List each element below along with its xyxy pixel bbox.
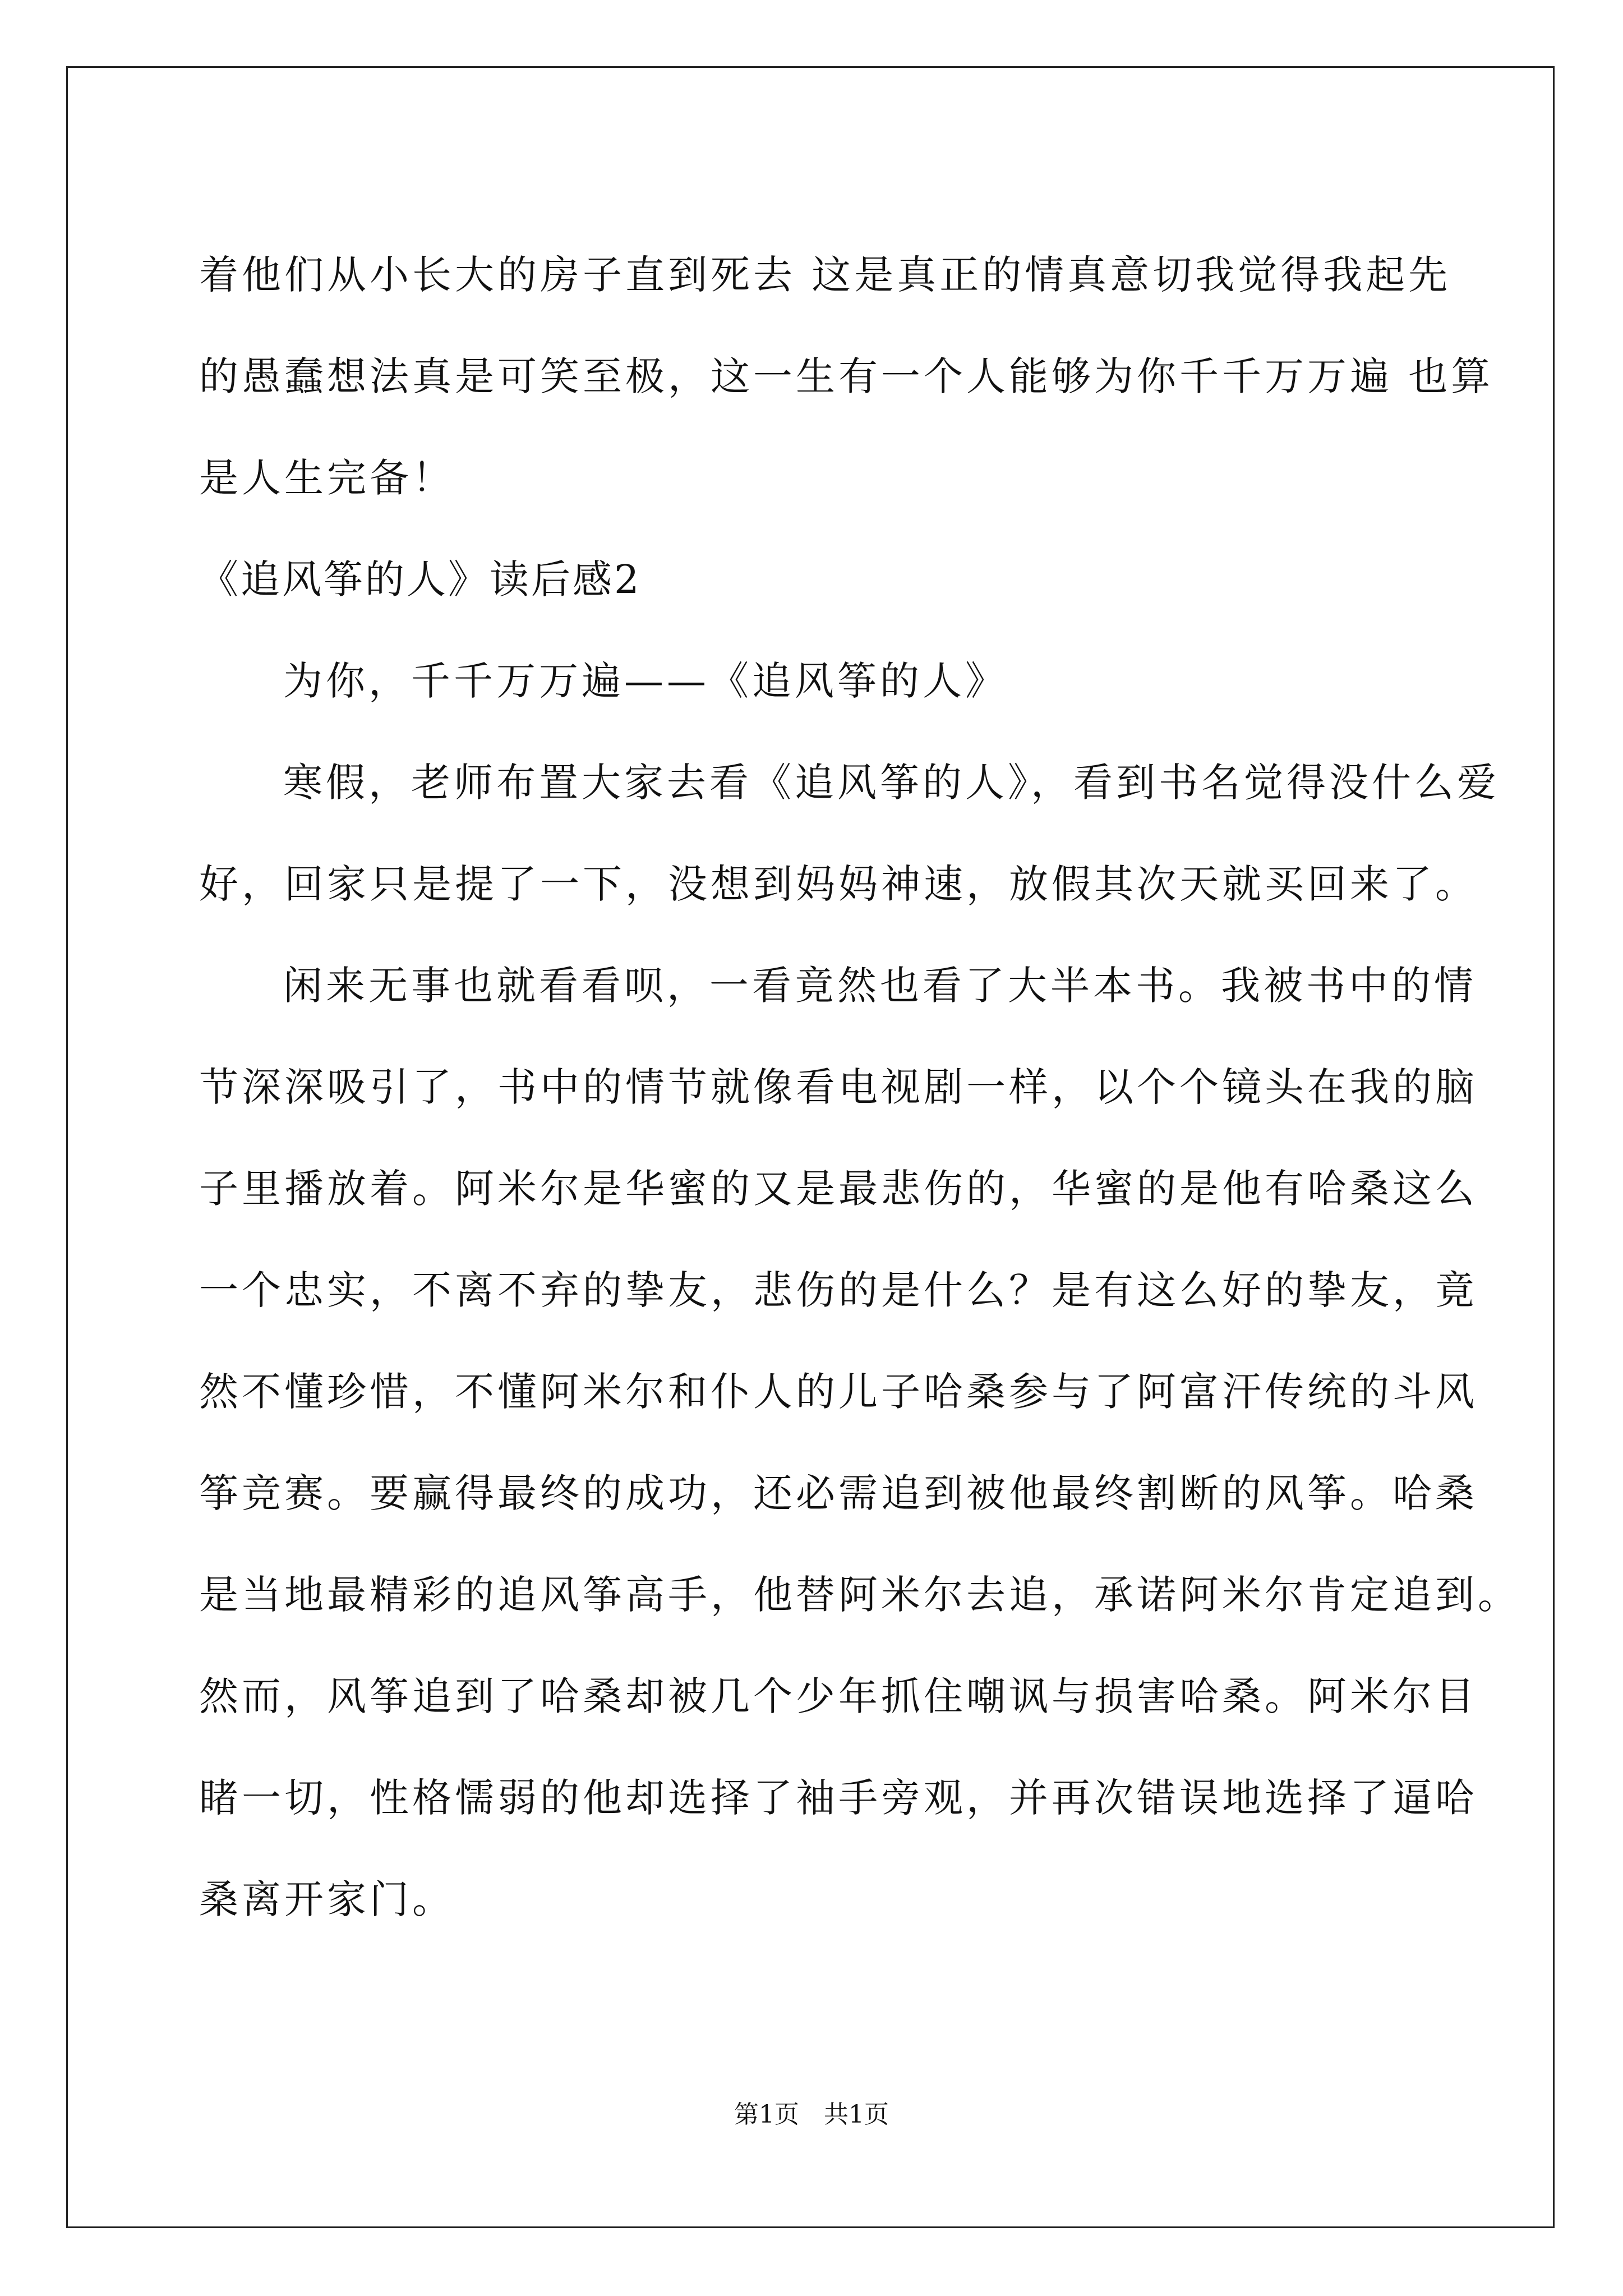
text-line: 是人生完备！ (199, 455, 455, 501)
text-line: 筝竞赛。要赢得最终的成功，还必需追到被他最终割断的风筝。哈桑 (199, 1470, 1478, 1516)
text-line: 然而，风筝追到了哈桑却被几个少年抓住嘲讽与损害哈桑。阿米尔目 (199, 1673, 1478, 1719)
section-heading: 《追风筝的人》读后感2 (199, 556, 642, 602)
text-line: 桑离开家门。 (199, 1876, 455, 1922)
text-line: 一个忠实，不离不弃的挚友，悲伤的是什么？是有这么好的挚友，竟 (199, 1267, 1478, 1313)
page-footer: 第1页 共1页 (734, 2100, 889, 2129)
text-line: 的愚蠢想法真是可笑至极，这一生有一个人能够为你千千万万遍 也算 (199, 353, 1494, 399)
text-line: 然不懂珍惜，不懂阿米尔和仆人的儿子哈桑参与了阿富汗传统的斗风 (199, 1369, 1478, 1415)
text-line: 是当地最精彩的追风筝高手，他替阿米尔去追，承诺阿米尔肯定追到。 (199, 1572, 1520, 1618)
subtitle-line: 为你，千千万万遍——《追风筝的人》 (283, 658, 1008, 704)
text-line: 好，回家只是提了一下，没想到妈妈神速，放假其次天就买回来了。 (199, 861, 1478, 907)
paragraph-start-line: 闲来无事也就看看呗，一看竟然也看了大半本书。我被书中的情 (283, 963, 1477, 1009)
text-line: 节深深吸引了，书中的情节就像看电视剧一样，以个个镜头在我的脑 (199, 1064, 1478, 1110)
text-line: 着他们从小长大的房子直到死去 这是真正的情真意切我觉得我起先 (199, 252, 1451, 298)
document-body (199, 224, 1520, 1950)
text-line: 睹一切，性格懦弱的他却选择了袖手旁观，并再次错误地选择了逼哈 (199, 1775, 1478, 1821)
text-line: 子里播放着。阿米尔是华蜜的又是最悲伤的，华蜜的是他有哈桑这么 (199, 1166, 1478, 1212)
paragraph-start-line: 寒假，老师布置大家去看《追风筝的人》，看到书名觉得没什么爱 (283, 760, 1500, 806)
